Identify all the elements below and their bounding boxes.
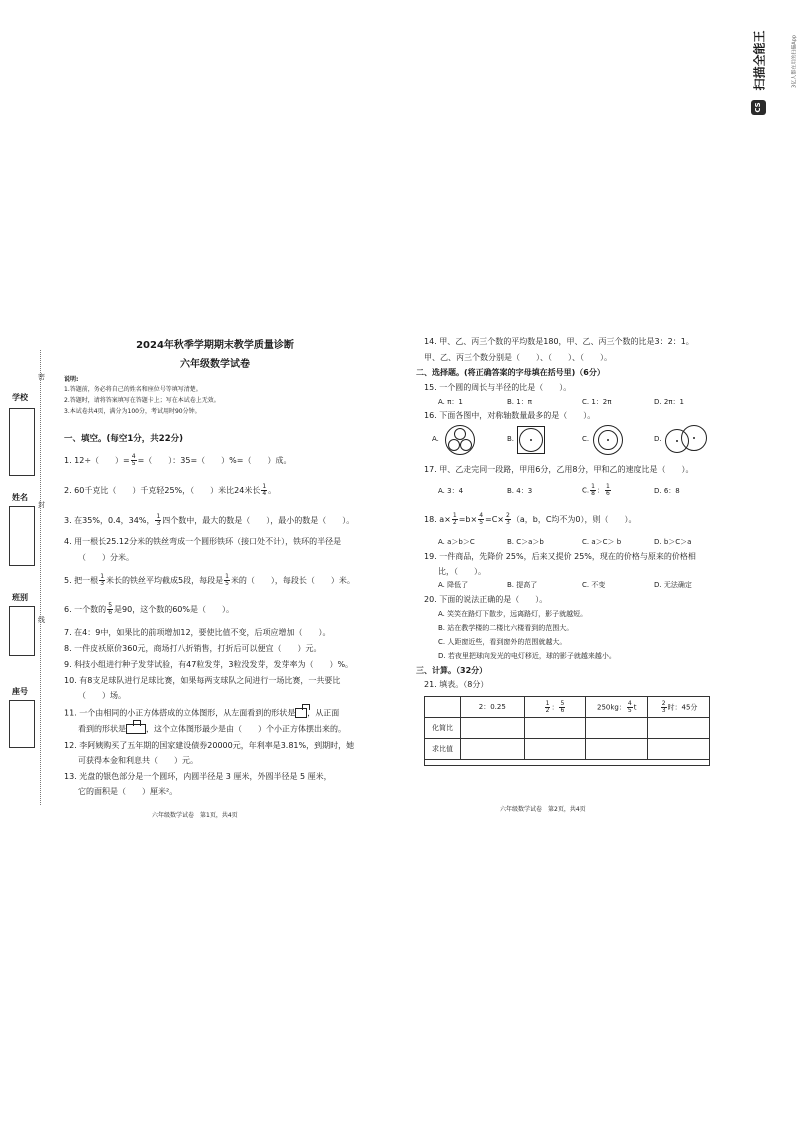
question-1 (64, 454, 291, 467)
scanner-tagline: 3亿人都在用的扫描App (791, 35, 798, 88)
answer-cell[interactable] (460, 739, 524, 760)
q16-option-d[interactable]: D. (654, 435, 662, 443)
notes-heading: 说明: (64, 376, 79, 383)
row-label-ratio-value: 求比值 (425, 739, 461, 760)
scanner-watermark (751, 14, 798, 114)
q19-option-c[interactable]: C. 不变 (582, 581, 606, 589)
fraction: $\frac{1}{3}$ (156, 513, 161, 527)
question-17: 17. 甲、乙走完同一段路，甲用6分，乙用8分，甲和乙的速度比是（ ）。 (424, 465, 694, 474)
q20-option-b[interactable]: B. 站在教学楼的二楼比六楼看到的范围大。 (438, 624, 574, 632)
row-label-simplify: 化简比 (425, 718, 461, 739)
question-10-line2: （ ）场。 (78, 691, 126, 700)
question-4-line2: （ ）分米。 (78, 553, 134, 562)
table-row (425, 739, 710, 760)
answer-cell[interactable] (586, 718, 648, 739)
q19-option-b[interactable]: B. 提高了 (507, 581, 538, 589)
q20-option-c[interactable]: C. 人距窗近些，看到窗外的范围就越大。 (438, 638, 567, 646)
answer-cell[interactable] (648, 718, 710, 739)
section-2-title: 二、选择题。(将正确答案的字母填在括号里)（6分） (416, 368, 605, 377)
q15-option-a[interactable]: A. π：1 (438, 398, 463, 406)
question-15: 15. 一个圆的周长与半径的比是（ ）。 (424, 383, 572, 392)
q1-part-a: 1. 12÷（ ）= (64, 456, 130, 465)
scanner-logo-icon: CS (751, 100, 766, 115)
fraction: $\frac{4}{5}$ (131, 453, 136, 467)
binding-seal-char: 密 (38, 373, 45, 381)
side-label-name: 姓名 (12, 493, 28, 502)
overlapping-circles-figure (665, 425, 707, 455)
q16-option-a[interactable]: A. (432, 435, 439, 443)
answer-cell[interactable] (524, 718, 586, 739)
note-item: 3.本试卷共4页，满分为100分，考试用时90分钟。 (64, 408, 201, 415)
question-7: 7. 在4：9中，如果比的前项增加12，要使比值不变，后项应增加（ ）。 (64, 628, 331, 637)
q15-option-d[interactable]: D. 2π：1 (654, 398, 684, 406)
question-19-line2: 比，（ ）。 (438, 567, 486, 576)
exam-subtitle: 六年级数学试卷 (180, 359, 250, 370)
note-item: 1.答题前，务必将自己的姓名和座位号等填写清楚。 (64, 386, 202, 393)
question-11-line1: 11. 一个由相同的小正方体搭成的立体图形，从左面看到的形状是 ，从正面 (64, 708, 340, 718)
note-item: 2.答题时，请将答案填写在答题卡上；写在本试卷上无效。 (64, 397, 220, 404)
answer-cell[interactable] (460, 718, 524, 739)
side-label-school: 学校 (12, 393, 28, 402)
question-3: 3. 在35%，0.4，34%， $\frac{1}{3}$ 四个数中，最大的数是（ ），最小的数是（ ）。 (64, 513, 355, 527)
table-header: 250kg： $\frac{4}{5}$ t (586, 697, 648, 718)
question-20: 20. 下面的说法正确的是（ ）。 (424, 595, 548, 604)
footer-page-2: 六年级数学试卷 第2页，共4页 (500, 806, 586, 813)
answer-cell[interactable] (586, 739, 648, 760)
section-1-title: 一、填空。(每空1分，共22分) (64, 434, 184, 444)
name-field[interactable] (9, 506, 35, 566)
front-view-figure (126, 724, 146, 734)
left-view-figure (295, 708, 307, 718)
binding-line-char: 线 (38, 616, 45, 624)
school-field[interactable] (9, 408, 35, 476)
three-circles-figure (445, 425, 475, 455)
question-9: 9. 科技小组进行种子发芽试验，有47粒发芽，3粒没发芽，发芽率为（ ）%。 (64, 660, 354, 669)
question-14-line1: 14. 甲、乙、丙三个数的平均数是180，甲、乙、丙三个数的比是3：2：1。 (424, 337, 694, 346)
answer-cell[interactable] (648, 739, 710, 760)
question-13-line2: 它的面积是（ ）厘米²。 (78, 787, 178, 796)
question-6: 6. 一个数的 $\frac{5}{6}$ 是90，这个数的60%是（ ）。 (64, 602, 234, 616)
question-10-line1: 10. 有8支足球队进行足球比赛，如果每两支球队之间进行一场比赛，一共要比 (64, 676, 341, 685)
q20-option-d[interactable]: D. 若夜里把球向发光的电灯移近，球的影子就越来越小。 (438, 652, 616, 660)
side-label-seat: 座号 (12, 687, 28, 696)
question-14-line2: 甲、乙、丙三个数分别是（ ）、（ ）、（ ）。 (424, 353, 612, 362)
section-3-title: 三、计算。（32分） (416, 666, 488, 675)
q17-option-a[interactable]: A. 3：4 (438, 487, 464, 495)
side-label-class: 班别 (12, 593, 28, 602)
q1-part-b: =（ ）：35=（ ）%=（ ）成。 (137, 456, 292, 465)
q18-option-b[interactable]: B. C＞a＞b (507, 538, 544, 546)
table-header: $\frac{1}{2}$ ： $\frac{5}{6}$ (524, 697, 586, 718)
seat-field[interactable] (9, 700, 35, 748)
question-21: 21. 填表。（8分） (424, 680, 489, 689)
fraction: $\frac{1}{5}$ (225, 573, 229, 587)
fraction: $\frac{5}{6}$ (108, 602, 113, 616)
table-row (425, 697, 710, 718)
q17-option-d[interactable]: D. 6：8 (654, 487, 680, 495)
q19-option-d[interactable]: D. 无法确定 (654, 581, 692, 589)
q15-option-c[interactable]: C. 1：2π (582, 398, 612, 406)
q16-option-c[interactable]: C. (582, 435, 590, 443)
question-8: 8. 一件皮袄原价360元，商场打八折销售，打折后可以便宜（ ）元。 (64, 644, 322, 653)
question-18: 18. a× $\frac{1}{2}$ =b× $\frac{4}{5}$ =C× $\frac{2}{3}$ （a，b，C均不为0），则（ ）。 (424, 512, 637, 526)
table-header: $\frac{2}{3}$ 时：45分 (648, 697, 710, 718)
question-4-line1: 4. 用一根长25.12分米的铁丝弯成一个圆形铁环（接口处不计），铁环的半径是 (64, 537, 342, 546)
binding-sealed-char: 封 (38, 501, 45, 509)
exam-title: 2024年秋季学期期末教学质量诊断 (136, 340, 294, 351)
q18-option-a[interactable]: A. a＞b＞C (438, 538, 475, 546)
q21-table (424, 696, 710, 760)
question-12-line2: 可获得本金和利息共（ ）元。 (78, 756, 198, 765)
table-corner (425, 697, 461, 718)
q18-option-c[interactable]: C. a＞C＞ b (582, 538, 622, 546)
question-5: 5. 把一根 $\frac{1}{3}$ 米长的铁丝平均截成5段，每段是 $\frac{1}{5}$ 米的（ ），每段长（ ）米。 (64, 573, 355, 587)
q18-option-d[interactable]: D. b＞C＞a (654, 538, 692, 546)
question-16: 16. 下面各图中，对称轴数量最多的是（ ）。 (424, 411, 596, 420)
question-11-line2: 看到的形状是 ，这个立体图形最少是由（ ）个小正方体摆出来的。 (78, 724, 346, 734)
q17-option-c[interactable]: C. $\frac{1}{8}$ ： $\frac{1}{6}$ (582, 483, 610, 497)
q20-option-a[interactable]: A. 笑笑在路灯下散步，远离路灯，影子就越短。 (438, 610, 588, 618)
q19-option-a[interactable]: A. 降低了 (438, 581, 469, 589)
question-13-line1: 13. 光盘的银色部分是一个圆环，内圆半径是 3 厘米，外圆半径是 5 厘米， (64, 772, 332, 781)
q15-option-b[interactable]: B. 1：π (507, 398, 532, 406)
concentric-circles-figure (593, 425, 623, 455)
question-2: 2. 60千克比（ ）千克轻25%，（ ）米比24米长 $\frac{1}{4}$ 。 (64, 483, 277, 497)
q16-option-b[interactable]: B. (507, 435, 515, 443)
question-12-line1: 12. 李阿姨购买了五年期的国家建设债券20000元，年利率是3.81%，到期时，她 (64, 741, 355, 750)
table-row (425, 718, 710, 739)
scanner-name: 扫描全能王 (752, 30, 767, 91)
footer-page-1: 六年级数学试卷 第1页，共4页 (152, 812, 238, 819)
q17-option-b[interactable]: B. 4：3 (507, 487, 533, 495)
answer-cell[interactable] (524, 739, 586, 760)
question-19-line1: 19. 一件商品，先降价 25%，后来又提价 25%，现在的价格与原来的价格相 (424, 552, 696, 561)
binding-dotted-line (40, 350, 41, 805)
fraction: $\frac{1}{4}$ (262, 483, 267, 497)
circle-in-square-figure (517, 426, 545, 454)
class-field[interactable] (9, 606, 35, 656)
fraction: $\frac{1}{3}$ (100, 573, 105, 587)
table-header: 2：0.25 (460, 697, 524, 718)
